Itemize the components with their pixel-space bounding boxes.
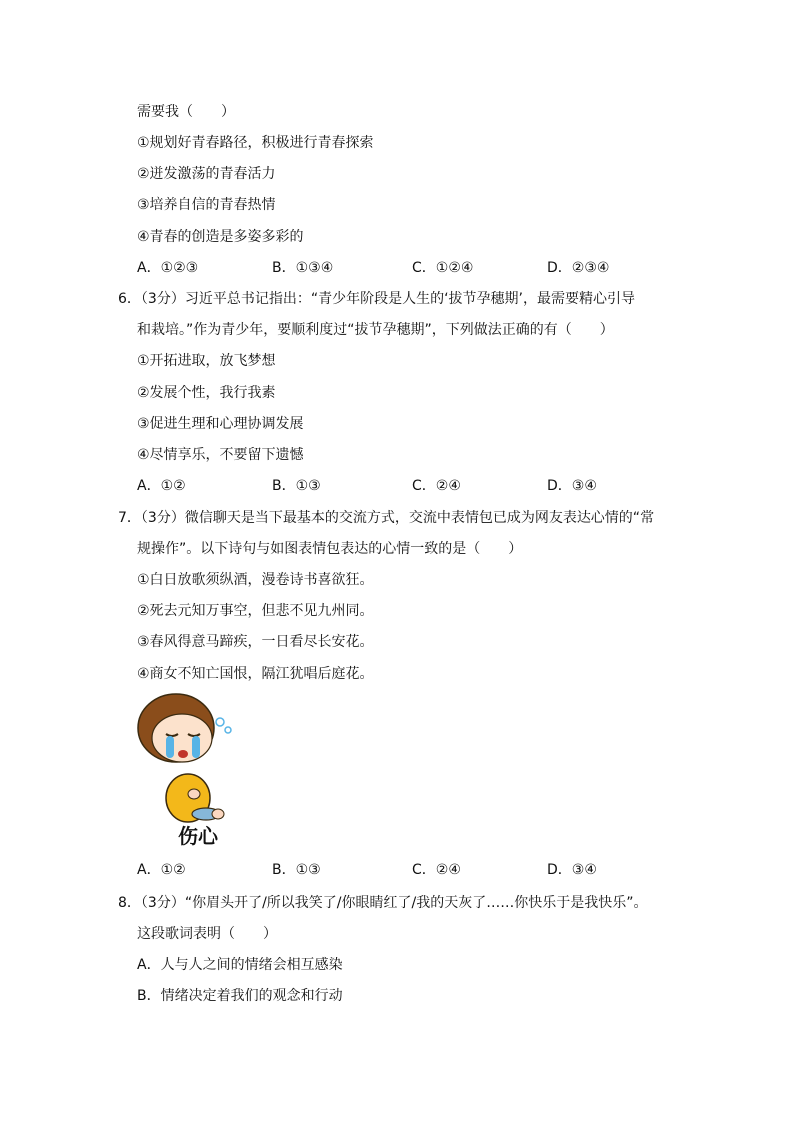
q6-option-b: B．①③ [272,478,321,494]
q8-stem-line1: 8．（3分）“你眉头开了/所以我笑了/你眼睛红了/我的天灰了……你快乐于是我快乐”。 [118,895,648,911]
q5-item-1: ①规划好青春路径，积极进行青春探索 [137,135,374,151]
q6-option-d: D．③④ [547,478,597,494]
q6-option-a: A．①② [137,478,186,494]
q5-option-b: B．①③④ [272,260,334,276]
crying-sticker-figure [136,690,236,850]
q7-item-1: ①白日放歌须纵酒，漫卷诗书喜欲狂。 [137,572,374,588]
q7-option-c: C．②④ [412,862,461,878]
q6-item-3: ③促进生理和心理协调发展 [137,416,304,432]
q5-item-4: ④青春的创造是多姿多彩的 [137,229,304,245]
crying-child-icon [136,690,236,825]
q5-stem-continuation: 需要我（ ） [137,104,235,120]
q8-option-a: A．人与人之间的情绪会相互感染 [137,957,343,973]
q8-stem-line2: 这段歌词表明（ ） [137,926,277,942]
q7-item-4: ④商女不知亡国恨，隔江犹唱后庭花。 [137,666,374,682]
q6-item-1: ①开拓进取，放飞梦想 [137,353,276,369]
q6-stem-line1: 6．（3分）习近平总书记指出：“青少年阶段是人生的‘拔节孕穗期’，最需要精心引导 [118,291,635,307]
q7-item-2: ②死去元知万事空，但悲不见九州同。 [137,603,374,619]
q7-stem-line1: 7．（3分）微信聊天是当下最基本的交流方式，交流中表情包已成为网友表达心情的“常 [118,510,655,526]
q8-option-b: B．情绪决定着我们的观念和行动 [137,988,343,1004]
q5-item-3: ③培养自信的青春热情 [137,197,276,213]
q7-item-3: ③春风得意马蹄疾，一日看尽长安花。 [137,634,374,650]
q5-option-a: A．①②③ [137,260,199,276]
q7-option-d: D．③④ [547,862,597,878]
q7-stem-line2: 规操作”。以下诗句与如图表情包表达的心情一致的是（ ） [137,541,523,557]
q5-option-c: C．①②④ [412,260,474,276]
q5-item-2: ②迸发激荡的青春活力 [137,166,276,182]
q5-option-d: D．②③④ [547,260,610,276]
figure-caption: 伤心 [178,824,218,848]
q6-item-2: ②发展个性，我行我素 [137,385,276,401]
q7-option-b: B．①③ [272,862,321,878]
q6-item-4: ④尽情享乐，不要留下遗憾 [137,447,304,463]
q6-stem-line2: 和栽培。”作为青少年，要顺利度过“拔节孕穗期”，下列做法正确的有（ ） [137,322,614,338]
q6-option-c: C．②④ [412,478,461,494]
q7-option-a: A．①② [137,862,186,878]
